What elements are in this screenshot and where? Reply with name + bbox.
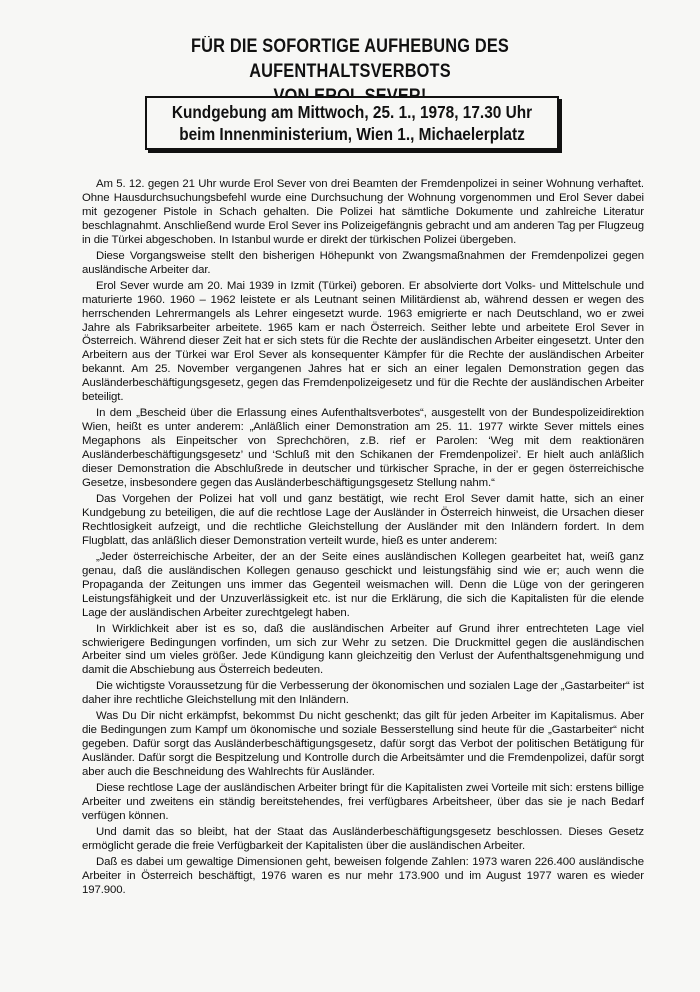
paragraph-peak: Diese Vorgangsweise stellt den bisherigen Höhepunkt von Zwangsmaßnahmen der Fremdenpolizei gegen ausländische Arbeiter dar. bbox=[82, 249, 644, 276]
paragraph-advantages: Diese rechtlose Lage der ausländischen Arbeiter bringt für die Kapitalisten zwei Vorteile mit sich: erstens billige Arbeiter und zweitens ein ständig bereitstehendes, frei verfügbares Arbeitsheer, über das sie je nach Bedarf verfügen können. bbox=[82, 782, 644, 822]
paragraph-law: Und damit das so bleibt, hat der Staat das Ausländerbeschäftigungsgesetz beschlossen. Dieses Gesetz ermöglicht gerade die freie Verfügbarkeit der Kapitalisten über die ausländischen Arbeiter. bbox=[82, 825, 644, 852]
paragraph-precondition: Die wichtigste Voraussetzung für die Verbesserung der ökonomischen und sozialen Lage der „Gastarbeiter“ ist daher ihre rechtliche Gleichstellung mit den Inländern. bbox=[82, 680, 644, 707]
rally-announcement-box bbox=[145, 96, 559, 150]
rally-location: beim Innenministerium, Wien 1., Michaelerplatz bbox=[179, 124, 525, 144]
paragraph-figures: Daß es dabei um gewaltige Dimensionen geht, beweisen folgende Zahlen: 1973 waren 226.400 ausländische Arbeiter in Österreich beschäftigt, 1976 waren es nur mehr 173.900 und im August 1977 waren es wieder 197.900. bbox=[82, 855, 644, 896]
paragraph-arrest: Am 5. 12. gegen 21 Uhr wurde Erol Sever von drei Beamten der Fremdenpolizei in seiner Wohnung verhaftet. Ohne Hausdurchsuchungsbefehl wurde eine Durchsuchung der Wohnung vorgenommen und Erol Sever dabei mit gezogener Pistole in Schach gehalten. Die Polizei hat sämtliche Dokumente und zahlreiche Literatur beschlagnahmt. Anschließend wurde Erol Sever ins Polizeigefängnis gebracht und am anderen Tag per Flugzeug in die Türkei abgeschoben. In Istanbul wurde er direkt der türkischen Polizei übergeben. bbox=[82, 178, 644, 246]
paragraph-police-action: Das Vorgehen der Polizei hat voll und ganz bestätigt, wie recht Erol Sever damit hatte, sich an einer Kundgebung zu beteiligen, die auf die rechtlose Lage der Ausländer in Österreich hinweist, die Ursachen dieser Rechtlosigkeit aufzeigt, und die rechtliche Gleichstellung der Ausländer mit den Inländern fordert. In dem Flugblatt, das anläßlich dieser Demonstration verteilt wurde, hieß es unter anderem: bbox=[82, 492, 644, 547]
paragraph-decree: In dem „Bescheid über die Erlassung eines Aufenthaltsverbotes“, ausgestellt von der Bundespolizeidirektion Wien, heißt es unter anderem: „Anläßlich einer Demonstration am 25. 11. 1977 wirkte Sever mittels eines Megaphons als Einpeitscher von Sprechchören, z.B. rief er Parolen: ‘Weg mit dem reaktionären Ausländerbeschäftigungsgesetz’ und ‘Schluß mit den Schikanen der Fremdenpolizei’. Er hielt auch anläßlich dieser Demonstration die Abschlußrede in deutscher und türkischer Sprache, in der er gegen österreichische Gesetze, insbesondere gegen das Ausländerbeschäftigungsgesetz Stellung nahm.“ bbox=[82, 407, 644, 490]
rally-date-time: Kundgebung am Mittwoch, 25. 1., 1978, 17.30 Uhr bbox=[171, 102, 533, 122]
paragraph-reality: In Wirklichkeit aber ist es so, daß die ausländischen Arbeiter auf Grund ihrer entrechteten Lage viel schwierigere Bedingungen vorfinden, um sich zur Wehr zu setzen. Die Druckmittel gegen die ausländischen Arbeiter sind um vieles größer. Jede Kündigung kann gleichzeitig den Verlust der Aufenthaltsgenehmigung und damit die Abschiebung aus Österreich bedeuten. bbox=[82, 622, 644, 677]
paragraph-leaflet-quote: „Jeder österreichische Arbeiter, der an der Seite eines ausländischen Kollegen gearbeitet hat, weiß ganz genau, daß die ausländischen Kollegen genauso geschickt und leistungsfähig sind wie er; auch wenn die Propaganda der Zeitungen uns immer das Gegenteil weismachen will. Denn die Lüge von der geringeren Leistungsfähigkeit und der Unzuverlässigkeit etc. ist nur die Erklärung, die sich die Kapitalisten für die elende Lage der ausländischen Arbeiter zurechtgelegt haben. bbox=[82, 550, 644, 619]
paragraph-struggle: Was Du Dir nicht erkämpfst, bekommst Du nicht geschenkt; das gilt für jeden Arbeiter im Kapitalismus. Aber die Bedingungen zum Kampf um ökonomische und soziale Besserstellung sind heute für die „Gastarbeiter“ nicht gegeben. Dafür sorgt das Ausländerbeschäftigungsgesetz, dafür sorgt das Verbot der politischen Betätigung für Ausländer. Dafür sorgt die Bespitzelung und Kontrolle durch die Arbeitsämter und die Fremdenpolizei, dafür sorgt aber auch die Beschneidung des Wahlrechts für Ausländer. bbox=[82, 710, 644, 779]
paragraph-biography: Erol Sever wurde am 20. Mai 1939 in Izmit (Türkei) geboren. Er absolvierte dort Volks- und Mittelschule und maturierte 1960. 1960 – 1962 leistete er als Leutnant seinen Militärdienst ab, während dessen er wegen des herrschenden Lehrermangels als Lehrer eingesetzt wurde. 1963 emigrierte er nach Deutschland, wo er zwei Jahre als Fabriksarbeiter arbeitete. 1965 kam er nach Österreich. Seither lebte und arbeitete Erol Sever in Österreich. Während dieser Zeit hat er sich stets für die Rechte der ausländischen Arbeiter eingesetzt. Unter den Arbeitern aus der Türkei war Erol Sever als konsequenter Kämpfer für die Rechte der ausländischen Arbeiter bekannt. Am 25. November vergangenen Jahres hat er sich an einer legalen Demonstration gegen das Ausländerbeschäftigungsgesetz, gegen das Fremdenpolizeigesetz und für die Rechte der ausländischen Arbeiter beteiligt. bbox=[82, 279, 644, 404]
article-body bbox=[82, 178, 644, 900]
headline-line-1: FÜR DIE SOFORTIGE AUFHEBUNG DES AUFENTHALTSVERBOTS bbox=[191, 36, 509, 82]
